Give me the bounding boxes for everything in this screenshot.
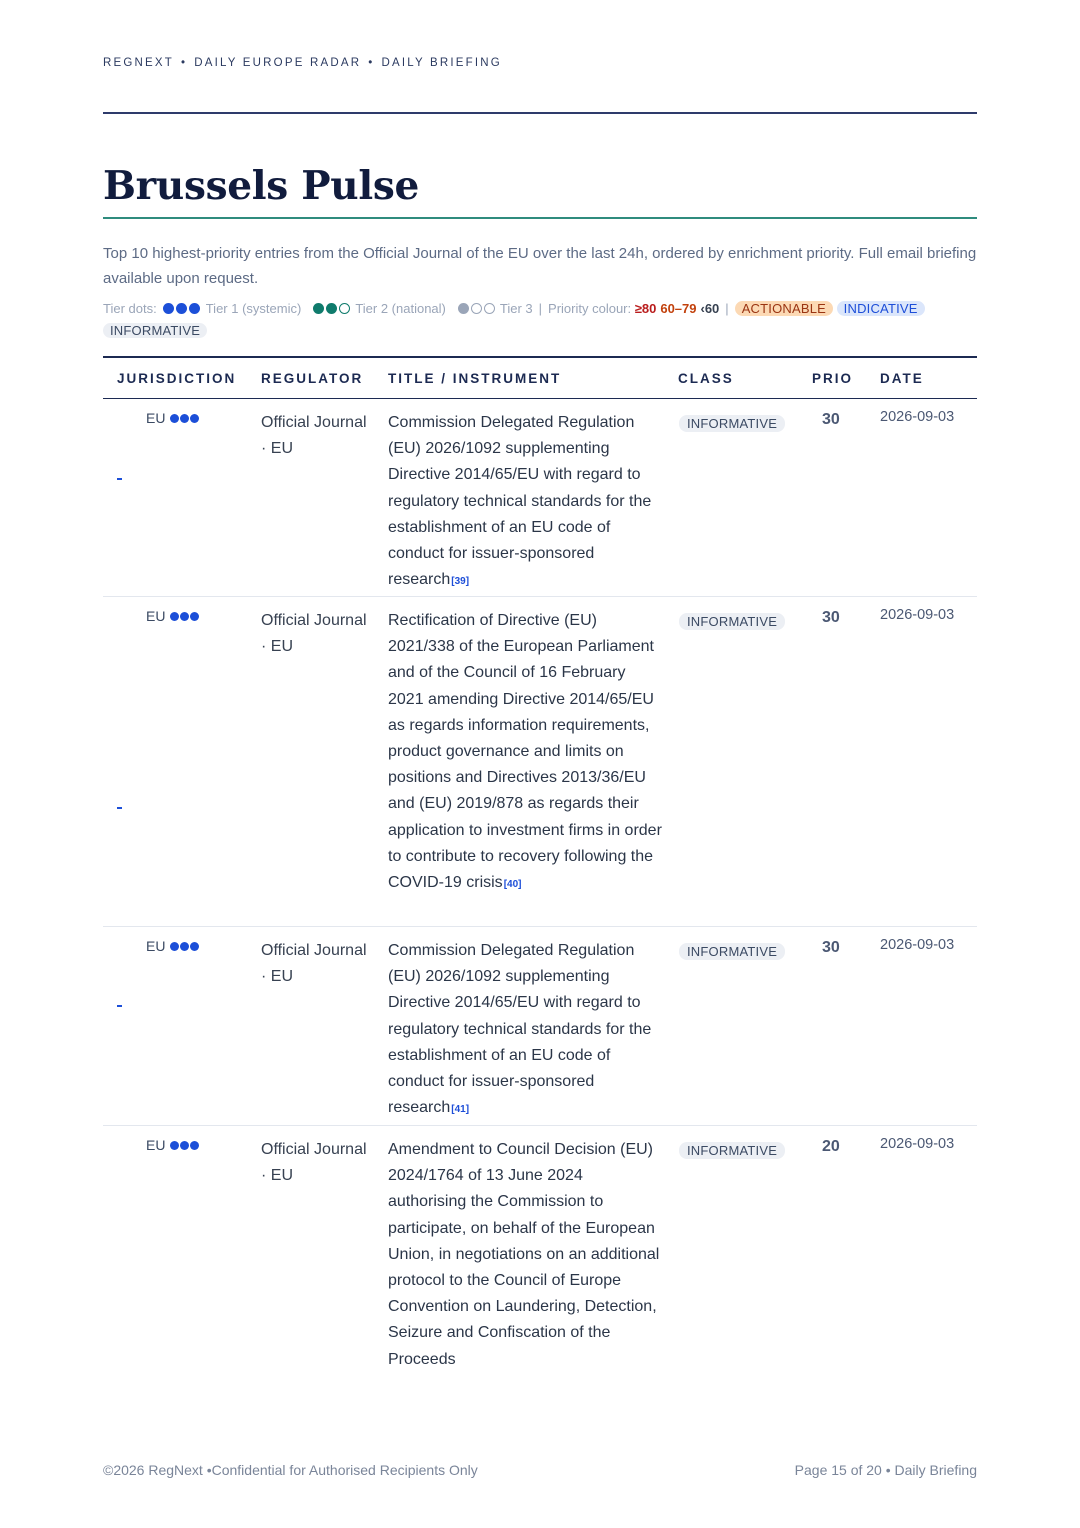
jurisdiction-label: EU bbox=[146, 1137, 166, 1153]
legend-tier3: Tier 3 bbox=[499, 301, 533, 316]
product-label: DAILY EUROPE RADAR bbox=[194, 57, 362, 69]
jurisdiction-cell bbox=[146, 1137, 199, 1153]
header-title: TITLE / INSTRUMENT bbox=[388, 371, 562, 386]
header-prio: PRIO bbox=[812, 371, 854, 386]
section-label: DAILY BRIEFING bbox=[381, 57, 502, 69]
priority-low: ‹60 bbox=[700, 301, 720, 316]
regulator-cell: Official Journal · EU bbox=[261, 414, 367, 457]
class-informative-badge: INFORMATIVE bbox=[103, 323, 207, 338]
regulator-cell: Official Journal · EU bbox=[261, 612, 367, 655]
prio-cell: 20 bbox=[822, 1138, 840, 1155]
page bbox=[103, 0, 977, 1528]
brand-label: REGNEXT bbox=[103, 57, 174, 69]
tier1-dots-icon bbox=[163, 303, 200, 314]
title-rule bbox=[103, 217, 977, 219]
regulator-cell: Official Journal · EU bbox=[261, 942, 367, 985]
tier2-dots-icon bbox=[313, 303, 350, 314]
legend-priority-label: Priority colour: bbox=[548, 301, 632, 316]
instrument-title: Commission Delegated Regulation (EU) 2026/1092 supplementing Directive 2014/65/EU with regard to regulatory technical standards for the establishment of an EU code of conduct for issuer-sponsored research bbox=[388, 414, 652, 589]
jurisdiction-cell bbox=[146, 410, 199, 426]
prio-cell: 30 bbox=[822, 939, 840, 956]
priority-high: ≥80 bbox=[634, 301, 657, 316]
legend-tier-label: Tier dots: bbox=[103, 301, 157, 316]
class-actionable-badge: ACTIONABLE bbox=[735, 301, 833, 316]
header-class: CLASS bbox=[678, 371, 734, 386]
title-cell bbox=[388, 938, 663, 1123]
header-regulator: REGULATOR bbox=[261, 371, 364, 386]
title-cell bbox=[388, 410, 663, 595]
class-badge: INFORMATIVE bbox=[679, 943, 785, 960]
legend-tier1: Tier 1 (systemic) bbox=[205, 301, 302, 316]
jurisdiction-label: EU bbox=[146, 938, 166, 954]
class-badge: INFORMATIVE bbox=[679, 415, 785, 432]
class-cell bbox=[679, 943, 785, 961]
regulator-cell: Official Journal · EU bbox=[261, 1141, 367, 1184]
row-marker bbox=[117, 1005, 122, 1007]
priority-mid: 60–79 bbox=[660, 301, 697, 316]
jurisdiction-label: EU bbox=[146, 410, 166, 426]
intro-text: Top 10 highest-priority entries from the Official Journal of the EU over the last 24h, ordered by enrichment priority. Full email briefing available upon request. bbox=[103, 245, 977, 287]
footnote-ref-link[interactable]: [41] bbox=[451, 1104, 470, 1116]
class-cell bbox=[679, 1142, 785, 1160]
running-header bbox=[103, 57, 502, 69]
date-cell: 2026-09-03 bbox=[880, 607, 955, 623]
tier1-dots-icon bbox=[170, 612, 199, 621]
footer-page-info: Page 15 of 20 • Daily Briefing bbox=[794, 1462, 977, 1478]
prio-cell: 30 bbox=[822, 609, 840, 626]
entries-table bbox=[103, 356, 977, 1376]
footer-copyright: ©2026 RegNext •Confidential for Authorised Recipients Only bbox=[103, 1462, 478, 1478]
date-cell: 2026-09-03 bbox=[880, 409, 955, 425]
instrument-title: Rectification of Directive (EU) 2021/338 of the European Parliament and of the Council of 16 February 2021 amending Directive 2014/65/EU as regards information requirements, product governance and limits on positions and Directives 2013/36/EU and (EU) 2019/878 as regards their application to investment firms in order to contribute to recovery following the COVID-19 crisis bbox=[388, 612, 662, 892]
table-row[interactable] bbox=[103, 927, 977, 1126]
tier1-dots-icon bbox=[170, 942, 199, 951]
jurisdiction-cell bbox=[146, 938, 199, 954]
row-marker bbox=[117, 478, 122, 480]
date-cell: 2026-09-03 bbox=[880, 1136, 955, 1152]
table-header bbox=[103, 358, 977, 399]
title-cell bbox=[388, 608, 663, 898]
header-separator: • bbox=[368, 57, 375, 69]
header-jurisdiction: JURISDICTION bbox=[117, 371, 237, 386]
header-rule bbox=[103, 112, 977, 114]
jurisdiction-cell bbox=[146, 608, 199, 624]
tier3-dots-icon bbox=[458, 303, 495, 314]
page-title: Brussels Pulse bbox=[103, 163, 420, 209]
page-footer bbox=[103, 1462, 977, 1478]
table-row[interactable] bbox=[103, 1126, 977, 1376]
class-indicative-badge: INDICATIVE bbox=[837, 301, 925, 316]
class-cell bbox=[679, 415, 785, 433]
instrument-title: Amendment to Council Decision (EU) 2024/1764 of 13 June 2024 authorising the Commission to participate, on behalf of the European Union, in negotiations on an additional protocol to the Council of Europe Convention on Laundering, Detection, Seizure and Confiscation of the Proceeds bbox=[388, 1141, 660, 1368]
table-row[interactable] bbox=[103, 597, 977, 927]
class-badge: INFORMATIVE bbox=[679, 1142, 785, 1159]
footnote-ref-link[interactable]: [39] bbox=[451, 576, 470, 588]
class-cell bbox=[679, 613, 785, 631]
row-marker bbox=[117, 807, 122, 809]
tier1-dots-icon bbox=[170, 1141, 199, 1150]
header-separator: • bbox=[181, 57, 188, 69]
date-cell: 2026-09-03 bbox=[880, 937, 955, 953]
tier1-dots-icon bbox=[170, 414, 199, 423]
legend-tier2: Tier 2 (national) bbox=[355, 301, 446, 316]
table-row[interactable] bbox=[103, 399, 977, 597]
footnote-ref-link[interactable]: [40] bbox=[503, 879, 522, 891]
instrument-title: Commission Delegated Regulation (EU) 2026/1092 supplementing Directive 2014/65/EU with regard to regulatory technical standards for the establishment of an EU code of conduct for issuer-sponsored research bbox=[388, 942, 652, 1117]
prio-cell: 30 bbox=[822, 411, 840, 428]
class-badge: INFORMATIVE bbox=[679, 613, 785, 630]
header-date: DATE bbox=[880, 371, 924, 386]
legend: Tier dots: Tier 1 (systemic) Tier 2 (national) Tier 3 | Priority colour: ≥80 60–79 ‹60 | ACTIONABLE INDICATIVE INFORMATIVE bbox=[103, 298, 977, 342]
title-cell bbox=[388, 1137, 663, 1373]
jurisdiction-label: EU bbox=[146, 608, 166, 624]
